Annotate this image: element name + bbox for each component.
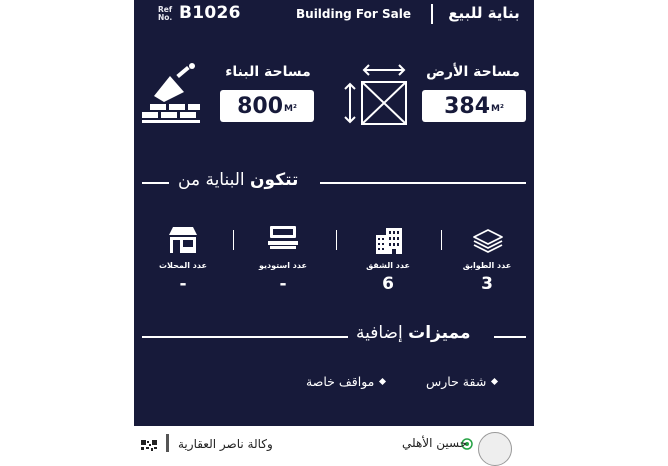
composition-title [178, 170, 298, 190]
apartment-building-icon [374, 225, 404, 255]
feature-text: مواقف خاصة [306, 374, 375, 389]
floors-label: عدد الطوابق [462, 261, 512, 270]
feature-text: شقة حارس [426, 374, 487, 389]
features-line-right [494, 336, 526, 338]
ref-label-line1: Ref [158, 5, 173, 14]
agency-name: وكالة ناصر العقارية [178, 437, 273, 451]
land-area-label: مساحة الأرض [426, 64, 520, 80]
building-area-unit: M² [284, 104, 297, 114]
shops-value: - [179, 274, 187, 294]
footer-strip [0, 426, 668, 452]
land-area-unit: M² [491, 104, 504, 114]
feature-item [426, 374, 497, 389]
bullet-diamond-icon [491, 378, 498, 385]
section-line-left [142, 182, 169, 184]
composition-title-bold: تتكون [250, 170, 299, 190]
header-divider [431, 4, 433, 24]
features-title [356, 323, 470, 343]
land-area-value: 384 [444, 93, 491, 119]
stat-divider-3 [233, 230, 234, 250]
floors-value: 3 [481, 274, 493, 294]
ref-label-line2: No. [158, 13, 173, 22]
studios-label: عدد استوديو [259, 261, 307, 270]
layers-icon [472, 228, 504, 254]
footer-divider [166, 434, 169, 452]
shops-label: عدد المحلات [159, 261, 207, 270]
bullet-diamond-icon [379, 378, 386, 385]
listing-type-ar: بناية للبيع [448, 4, 520, 22]
qr-code-icon [140, 439, 158, 452]
apartments-value: 6 [382, 274, 394, 294]
apartments-label: عدد الشقق [366, 261, 410, 270]
ref-label [158, 6, 172, 22]
land-dimensions-icon [342, 62, 410, 128]
studio-icon [267, 224, 299, 252]
ref-number: B1026 [179, 3, 241, 23]
listing-card [134, 0, 534, 426]
features-title-bold: مميزات [408, 323, 471, 343]
stat-divider-1 [441, 230, 442, 250]
feature-item [306, 374, 385, 389]
features-title-rest: إضافية [356, 323, 403, 343]
agent-avatar [478, 432, 512, 466]
section-line-right [320, 182, 526, 184]
shop-icon [167, 225, 199, 255]
land-area-box [422, 90, 526, 122]
studios-value: - [279, 274, 287, 294]
building-area-value: 800 [237, 93, 284, 119]
building-area-label: مساحة البناء [225, 64, 311, 80]
building-area-box [220, 90, 314, 122]
brick-trowel-icon [140, 62, 206, 126]
agent-name[interactable]: حسين الأهلي [402, 436, 468, 450]
listing-type-en: Building For Sale [296, 7, 411, 21]
stat-divider-2 [336, 230, 337, 250]
composition-title-rest: البناية من [178, 170, 245, 190]
features-line-left [142, 336, 348, 338]
